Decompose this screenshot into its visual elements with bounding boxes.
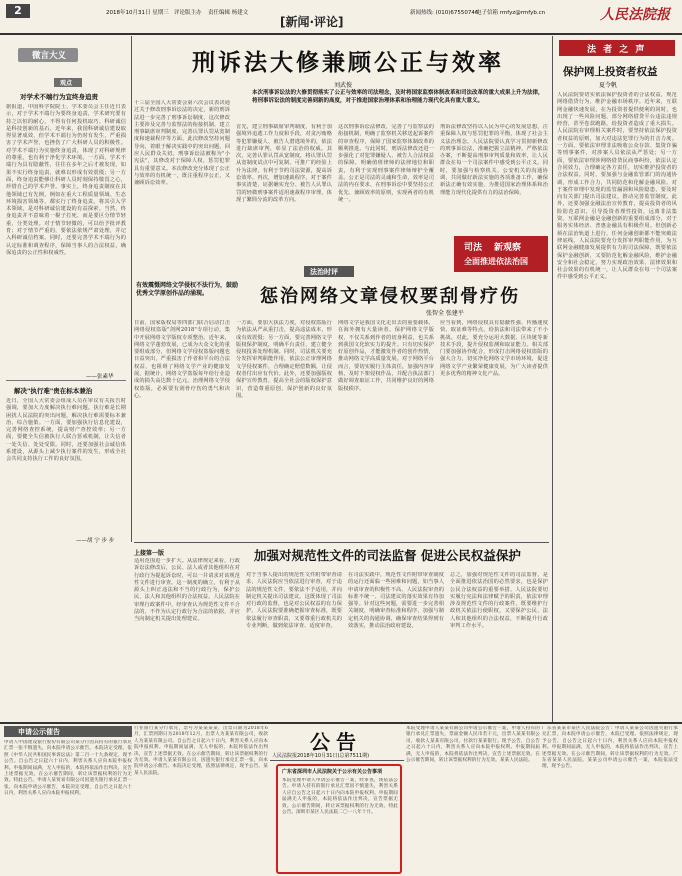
left-column [6,36,128,542]
masthead [0,0,682,36]
second-body-col1: 日前，国家版权局等四部门联合启动打击网络侵权盗版"剑网2018"专项行动，集中开展网络文学版权专项整治。近年来，网络文学蓬勃发展，已成为大众文化的重要组成部分，但网络文学侵权盗版问题也日益突出，严重损害了作者和平台的合法权益，也阻碍了网络文学产业的健康发展。据统计，网络文学盗版每年给行业造成的损失高达数十亿元。治理网络文学侵权盗版，必须要有刮骨疗伤的勇气和决心。 [134,320,230,399]
third-body-col3: 在司法实践中，规范性文件附带审查制度的运行还面临一些困难和问题，如当事人申请审查的积极性不高、人民法院审查的标准不统一、司法建议的落实效果有待加强等。针对这些问题，需要进一步完善相关制度，明确审查标准和程序，加强与制定机关的沟通协调，确保审查结果得到有效落实，推动法治政府建设。 [348,572,444,630]
notice-col1-body: 行业银行某分行承兑，票号为某某某某，出票日期为2018年6月，汇票到期日为2018年12月，出票人为某某有限公司，收款人为某某有限公司。自公告之日起六十日内，利害关系人应向本院申报权利。申报期间届满，无人申报的，本院将依法作出判决，宣告上述票据无效。在公示催告期间，转让该票据权利的行为无效。申请人某某有限公司，因遗失银行承兑汇票一张，向本院申请公示催告。本院决定受理，依照法律规定，现予公告。某某人民法院。 [134,726,268,776]
second-title: 惩治网络文章侵权要刮骨疗伤 [260,286,520,307]
notice-box-header: 申请公示催告 [4,726,132,737]
left-divider [6,380,126,381]
second-body-col3: 网络文学是我国文化走出去的重要载体，在海外拥有大量读者。保护网络文学版权，不仅关系到作者的切身利益，也关系到我国文化软实力的提升。只有切实保护好原创作品，才能激发作者的创作热情，推动网络文学高质量发展。对于网络平台而言，要切实履行主体责任，加强内容审核，及时下架侵权作品，并配合执法部门做好调查取证工作，共同维护良好的网络版权秩序。 [338,320,434,392]
masthead-date: 2018年10月31日 星期三 [106,10,169,16]
masthead-edition: 评论版主办 [174,10,202,16]
right-byline: 夏令帆 [599,82,618,89]
lead-article [134,36,549,258]
lead-title: 刑诉法大修兼顾公正与效率 [192,49,504,76]
third-article [134,542,549,722]
lead-summary: 本次刑事诉讼法的大修贯彻落实了公正与效率的司法理念，及时将国家监察体制改革和司法改革的重大成果上升为法律，将刑事诉讼法的制度完善到新的高度，对于推进国家治理体系和治理能力现代化具有重大意义。 [252,90,544,104]
notice-highlight-box [276,764,402,874]
notice-highlight-body: 本院受理申请人申请公示催告一案，经审查，现依法公告。申请人持有的银行承兑汇票因不慎遗失，利害关系人应自公告之日起六十日内向本院申报权利。申报期间届满无人申报的，本院将依法作出判决，宣告票据无效。公示催告期间，转让该票据权利的行为无效。特此公告。深圳市某区人民法院二〇一八年十月。 [282,778,398,816]
article1-body: 据报道，中国科学院院士、学术委员会主任近日表示，对于学术不端行为要终身追责，学术研究要有持之以恒的耐心，不得有任何投机取巧。科研诚信是科技创新的基石，近年来，我国科研诚信建设取得显著成效，但学术不端行为仍时有发生，严重损害了学术声誉，也挫伤了广大科研人员的积极性。对学术不端行为实施终身追责，体现了对科研规律的尊重，也有利于净化学术环境。一方面，学术不端行为具有隐蔽性，往往在多年之后才被发现，如果不实行终身追责，就难以形成有效震慑；另一方面，终身追责能够让科研人员时刻保持敬畏之心，珍惜自己的学术声誉。事实上，终身追责制度在其他领域已有先例，例如在重大工程质量领域、生态环境损害领域等，都实行了终身追责。将其引入学术领域，是对科研诚信建设的有益探索。当然，终身追责并不意味着一棍子打死，而是要区分情节轻重，分类处理。对于情节轻微的，可以给予批评教育；对于情节严重的，要依法依规严肃处理，并记入科研诚信档案。同时，还要完善学术不端行为的认定标准和调查程序，保障当事人的合法权益，确保追责的公正性和权威性。 [6,104,126,256]
notice-column-3 [406,726,540,874]
second-kicker: 法治时评 [304,266,354,277]
third-title: 加强对规范性文件的司法监督 促进公民权益保护 [254,548,521,563]
notice-subtitle-rule [270,760,404,761]
masthead-editor: 责任编辑 杨建文 [208,10,249,16]
third-top-rule [134,542,549,543]
notice-col3-body: 本院受理申请人某某有限公司申请公示催告一案，申请人持有的银行承兑汇票遗失，票面金额人民币若干元，出票人某某有限公司，收款人某某有限公司，付款行某某银行。现予公告，自公告之日起六十日内，利害关系人应向本院申报权利。申报期间届满，无人申报的，本院将依法作出判决，宣告上述票据无效。在公示催告期间，转让该票据权利的行为无效。某某人民法院。 [406,726,540,764]
judicial-tag-slogan: 全面推进依法治国 [464,257,528,266]
third-byline: 上接第一版 [134,550,165,557]
right-banner: 法 者 之 声 [559,40,675,56]
right-column [555,36,679,722]
notice-column-4 [542,726,678,874]
right-column-rule [552,36,553,722]
third-body-col4: 总之，加强对规范性文件的司法监督，是全面推进依法治国的必然要求，也是保护公民合法权益的重要举措。人民法院要切实履行宪法和法律赋予的职责，依法审理涉及规范性文件的行政案件，既要维护行政机关依法行使职权，又要保护公民、法人和其他组织的合法权益，不断提升行政审判工作水平。 [450,572,548,630]
article2-body: 近日，全国人大常委会组成人员在审议有关报告时强调，要加大力度解决执行难问题。执行难是长期困扰人民法院的突出问题，解决执行难需要标本兼治、综合施策。一方面，要加强执行信息化建设，完善网络查控系统，提高财产查控效率；另一方面，要健全失信被执行人联合惩戒机制，让失信者一处失信、处处受限。同时，还要加强社会诚信体系建设，从源头上减少执行案件的发生，形成全社会共同支持执行工作的良好氛围。 [6,398,126,463]
section-label: [新闻·评论] [280,15,344,29]
article2-title: 解决"执行难"贵在标本兼治 [14,387,93,395]
notice-highlight-title: 广东省深圳市人民法院关于公示有关公告事项 [282,769,383,775]
column-header [18,48,78,62]
notice-title: 公告 [310,730,362,754]
notice-subtitle: 人民法院报2018年10月31日(总第7511期) [272,753,370,759]
page-number: 2 [6,4,30,18]
lead-body-col4: 刑诉法修改坚持以人民为中心的发展思想，注重保障人权与惩罚犯罪的平衡，体现了社会主义法治理念。人民法院要认真学习贯彻新修改的刑事诉讼法，准确把握立法精神，严格依法办案，不断提高刑事审判质量和效率，让人民群众在每一个司法案件中感受到公平正义。同时，要加强与检察机关、公安机关的沟通协调，共同做好新法实施的各项准备工作，确保新法正确有效实施，为推进国家治理体系和治理能力现代化提供有力的法治保障。 [440,124,548,196]
notice-center [270,726,404,874]
article2-author: ——胡 宁 步 步 [76,538,115,544]
article1-author: ——张素华 [86,374,114,380]
masthead-phone: 新闻热线: (010)67550746 [410,10,479,16]
article1-title: 对学术不端行为宜终身追责 [20,93,98,101]
left-notice-body: 申请人中国建设银行股份有限公司某分行因其持有的银行承兑汇票一张不慎遗失，向本院申请公示催告。本院决定受理。依照《中华人民共和国民事诉讼法》第二百一十九条规定，现予公告。自公告之日起六十日内，利害关系人应向本院申报权利。申报期间届满，无人申报的，本院将依法作出判决，宣告上述票据无效。在公示催告期间，转让该票据权利的行为无效。特此公告。申请人某贸易有限公司因遗失银行承兑汇票一张，向本院申请公示催告，本院决定受理，自公告之日起六十日内，利害关系人应向本院申报权利。 [4,740,132,797]
second-body-col2: 一方面，要加大执法力度，对侵权盗版行为依法从严从重打击，提高违法成本，形成有效震慑；另一方面，要完善网络文学版权保护制度，明确平台责任，建立健全侵权投诉处理机制。同时，司法机关要充分发挥审判职能作用，依法公正审理网络文学侵权案件，合理确定赔偿数额，让侵权者付出应有代价。此外，还要加强版权保护宣传教育，提高全社会的版权保护意识，营造尊重原创、保护创新的良好氛围。 [236,320,332,399]
second-byline: 张智全 张建平 [426,310,464,317]
notice-top-rule [0,722,682,724]
right-body: 人民法院要切实依法保护投资者的合法权益，规范网络借贷行为，维护金融市场秩序。近年来，互联网金融快速发展，在为投资者提供便利的同时，也出现了一些风险问题，部分网络借贷平台违法违规经营，甚至卷款跑路，给投资者造成了重大损失。人民法院在审理相关案件时，要坚持依法保护投资者权益的原则，加大对违法犯罪行为的打击力度。一方面，要依法审理非法吸收公众存款、集资诈骗等刑事案件，对涉案人员依法从严惩处；另一方面，要依法审理涉网络借贷民商事纠纷，依法认定合同效力，合理确定各方责任，切实维护投资者的合法权益。同时，要加强与金融监管部门的沟通协调，形成工作合力，共同防范和化解金融风险。对于案件审理中发现的监管漏洞和风险隐患，要及时向有关部门提出司法建议，推动完善监管制度。此外，还要加强金融法治宣传教育，提高投资者的风险防范意识，引导投资者理性投资，远离非法集资。互联网金融是金融创新的重要组成部分，对于服务实体经济、普惠金融具有积极作用。但创新必须在法治轨道上进行，任何金融创新都不能突破法律底线。人民法院要充分发挥审判职能作用，为互联网金融健康发展提供有力的司法保障，既要依法保护金融创新，又要防范化解金融风险，维护金融安全和社会稳定，努力实现政治效果、法律效果和社会效果的有机统一，让人民群众在每一个司法案件中感受到公平正义。 [557,92,677,281]
left-column-rule [131,36,132,542]
brand-logo: 人民法院报 [600,7,670,23]
masthead-email: 电子信箱 rmfyz@rmfyb.cn [476,10,546,16]
viewpoint-label: 观点 [54,78,82,87]
masthead-rule [0,33,682,35]
lead-body-col1: 十三届全国人大常委会第六次会议表决通过关于修改刑事诉讼法的决定，新的刑诉法进一步完善了刑事诉讼制度，这次修改主要涉及完善与监察法的衔接机制、建立刑事缺席审判制度、完善认罪认罚从宽制度和速裁程序等方面。此次修改坚持问题导向，着眼于解决实践中的突出问题，回应人民群众关切。刑事诉讼法被称为"小宪法"，其修改对于保障人权、惩罚犯罪具有重要意义。本次修改充分体现了公正与效率的有机统一，既注重程序公正，又兼顾诉讼效率。 [134,100,230,187]
lead-body-col2: 首先，建立刑事缺席审判制度，有利于加强境外追逃工作力度和手段，对贪污贿赂等犯罪嫌疑人、被告人潜逃境外的，依法进行缺席审判，彰显了法治的权威。其次，完善认罪认罚从宽制度，将认罪认罚从宽制度试点中可复制、可推广的经验上升为法律，有利于节约司法资源，提高诉讼效率。再次，增加速裁程序，对于案件事实清楚、证据确实充分、被告人认罪认罚的轻微刑事案件适用速裁程序审理，体现了繁简分流的改革方向。 [236,124,332,203]
notice-col4-body: 广东省某某市某区人民法院公告：申请人某某公司因遗失银行承兑汇票，向本院申请公示催告，本院已受理。依照法律规定，现予公告，自公告之日起六十日内，利害关系人应向本院申报权利。申报期间届满，无人申报的，本院将依法作出判决，宣告上述票据无效。在公示催告期间，转让该票据权利的行为无效。广东省某某人民法院。某某公司申请公示催告一案，本院依法受理，现予公告。 [542,726,678,770]
lead-body-col3: 这次刑事诉讼法修改，完善了与监察法的衔接机制，明确了监察机关移送起诉案件的审查程序，保障了国家监察体制改革的顺利推进。与此同时，刑诉法修改还进一步强化了对犯罪嫌疑人、被告人合法权益的保障，明确值班律师的法律地位和职责，有利于实现刑事案件律师辩护全覆盖。公正是司法的灵魂和生命，效率是司法的内在要求，在刑事诉讼中要坚持公正优先、兼顾效率的原则，实现两者的有机统一。 [338,124,434,203]
third-body-col2: 对于当事人提出的规范性文件附带审查请求，人民法院应当依法进行审查，对于违法的规范性文件，要依法不予适用，并向制定机关提出司法建议。这既体现了司法对行政的监督，也是对公民权益的有力保护。人民法院要准确把握审查标准，既要依法履行审查职责，又要尊重行政机关的专业判断，做到依法审查、适度审查。 [246,572,342,630]
judicial-tag-label2: 新观察 [494,243,522,253]
left-notice-box [4,726,132,874]
judicial-tag-label: 司法 [464,243,483,253]
column-name: 微言大义 [32,51,67,61]
second-deck: 有效震慑网络文学侵权不法行为，鼓励优秀文学原创作品的涌现。 [136,282,239,297]
third-body-col1: 适用范围进一步扩大。从法律规定来看，行政诉讼法修改后，公民、法人或者其他组织在对行政行为提起诉讼时，可以一并请求对该规范性文件进行审查。这一制度的确立，有利于从源头上纠正违法和不当的行政行为，保护公民、法人和其他组织的合法权益。人民法院在审理行政案件中，经审查认为规范性文件不合法的，不作为认定行政行为合法的依据，并应当向制定机关提出处理建议。 [134,558,240,623]
lead-byline: 刘武俊 [334,82,353,89]
second-article [134,262,549,542]
notice-column-1 [134,726,268,874]
second-body-col4: 应当看到，网络侵权具有隐蔽性强、传播速度快、取证难等特点，给执法和司法带来了不小挑战。对此，要充分运用大数据、区块链等新技术手段，提升侵权监测和取证能力。相关部门要加强协作配合，形成打击网络侵权盗版的强大合力，切实净化网络文学市场环境，促进网络文学产业繁荣健康发展，为广大读者提供更多优秀的精神文化产品。 [440,320,548,378]
right-title: 保护网上投资者权益 [563,66,658,78]
